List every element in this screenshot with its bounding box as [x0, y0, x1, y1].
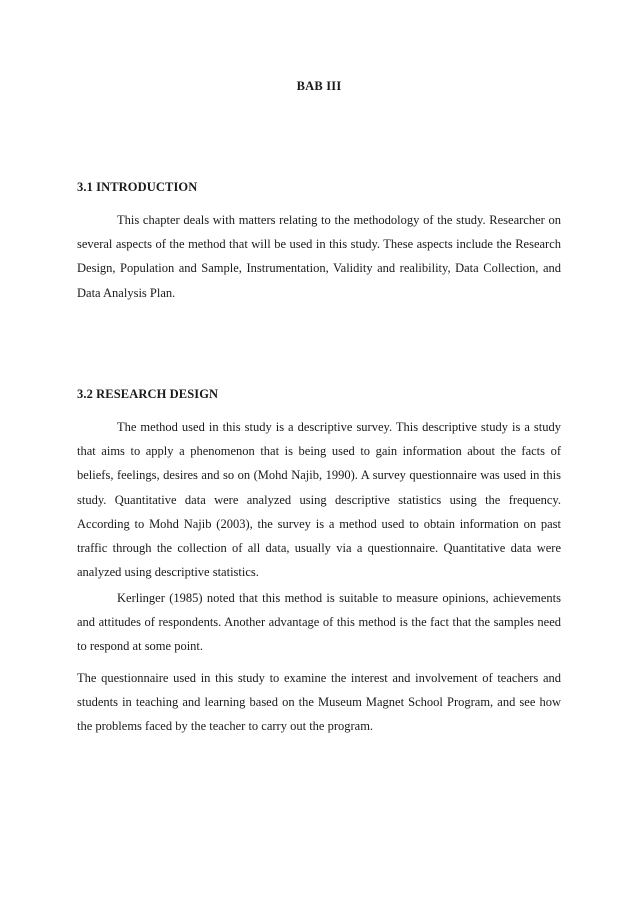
chapter-title: BAB III: [296, 79, 342, 93]
section-heading-research-design: 3.2 RESEARCH DESIGN: [77, 387, 219, 401]
section-heading-introduction: 3.1 INTRODUCTION: [77, 180, 198, 194]
paragraph-introduction: This chapter deals with matters relating to the methodology of the study. Researcher on several aspects of the method that will be used in this study. These aspects include the Research Design, Population and Sample, Instrumentation, Validity and realibility, Data Collection, and Data Analysis Plan.: [77, 213, 561, 300]
paragraph-research-design-1: The method used in this study is a descriptive survey. This descriptive study is a study that aims to apply a phenomenon that is being used to gain information about the facts of beliefs, feelings, desires and so on (Mohd Najib, 1990). A survey questionnaire was used in this study. Quantitative data were analyzed using descriptive statistics using the frequency. According to Mohd Najib (2003), the survey is a method used to obtain information on past traffic through the collection of all data, usually via a questionnaire. Quantitative data were analyzed using descriptive statistics.: [77, 420, 561, 580]
paragraph-research-design-3: The questionnaire used in this study to examine the interest and involvement of teachers and students in teaching and learning based on the Museum Magnet School Program, and see how the problems faced by the teacher to carry out the program.: [77, 671, 561, 734]
paragraph-research-design-2: Kerlinger (1985) noted that this method is suitable to measure opinions, achievements and attitudes of respondents. Another advantage of this method is the fact that the samples need to respond at some point.: [77, 591, 561, 654]
